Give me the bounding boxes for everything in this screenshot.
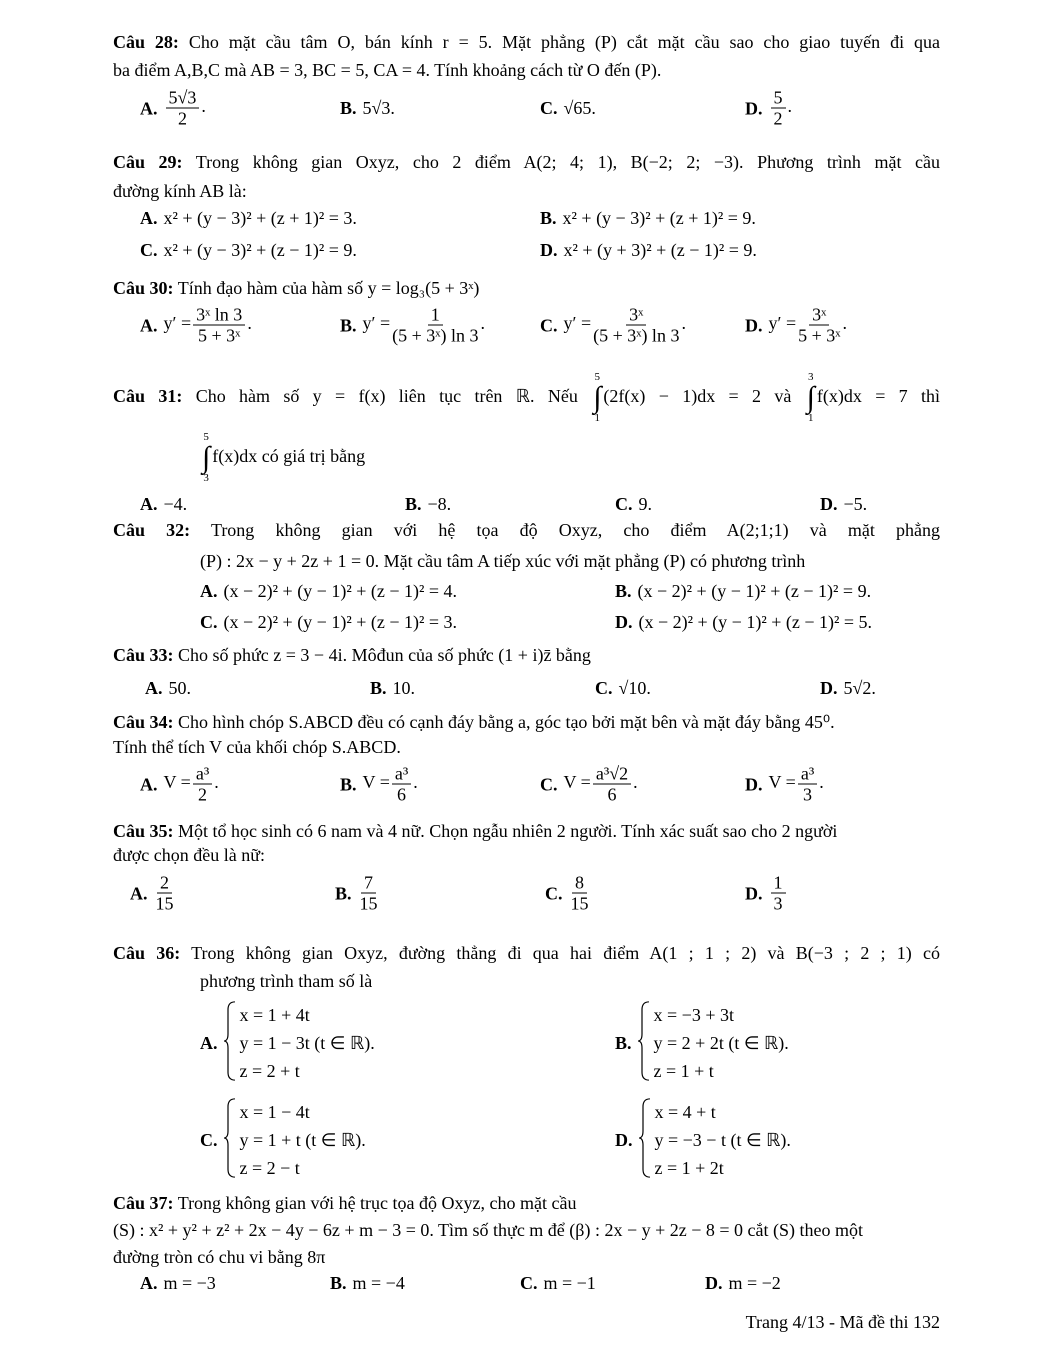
option-label: A. (140, 315, 158, 335)
question-text: ba điểm A,B,C mà AB = 3, BC = 5, CA = 4. Tính khoảng cách từ O đến (P). (113, 60, 662, 80)
option-label: B. (615, 581, 632, 601)
option-label: A. (140, 98, 158, 118)
question-line (113, 1219, 863, 1241)
answer-option-b[interactable] (405, 494, 451, 514)
fraction (798, 765, 817, 804)
fraction (798, 306, 840, 345)
question-number: Câu 32: (113, 520, 191, 540)
question-text: đường kính AB là: (113, 181, 247, 201)
option-text: m = −3 (163, 1273, 216, 1293)
option-label: D. (745, 774, 763, 794)
numerator: a³ (392, 765, 411, 785)
system-equation: z = 1 + 2t (654, 1158, 724, 1178)
option-label: A. (140, 494, 158, 514)
option-label: B. (340, 315, 357, 335)
question-text: Trong không gian với hệ tọa độ Oxyz, cho điểm A(2;1;1) và mặt phẳng (210, 520, 940, 540)
answer-option-b[interactable] (335, 874, 380, 913)
denominator: (5 + 3ˣ) ln 3 (593, 325, 680, 346)
option-label: C. (200, 612, 218, 632)
answer-option-d[interactable] (705, 1273, 781, 1293)
formula-prefix: V = (563, 772, 591, 793)
question-text: được chọn đều là nữ: (113, 845, 265, 865)
option-formula (769, 89, 793, 128)
option-label: D. (745, 883, 763, 903)
numerator: 8 (572, 874, 587, 894)
option-formula (564, 306, 686, 345)
question-line (113, 942, 940, 964)
numerator: 3ˣ (809, 306, 829, 326)
system-rows (240, 1102, 366, 1178)
answer-option-d[interactable] (745, 874, 788, 913)
fraction (360, 874, 378, 913)
option-text: √10. (618, 678, 651, 698)
formula-prefix: V = (362, 772, 390, 793)
option-formula (569, 874, 591, 913)
question-text: Trong không gian Oxyz, đường thẳng đi qua hai điểm A(1 ; 1 ; 2) và B(−3 ; 2 ; 1) có (191, 943, 940, 963)
option-text: (x − 2)² + (y − 1)² + (z − 1)² = 3. (223, 612, 458, 632)
option-formula (363, 306, 485, 345)
formula-prefix: y′ = (362, 313, 391, 334)
question-text: Tính thể tích V của khối chóp S.ABCD. (113, 737, 401, 757)
option-text: 5√3. (362, 98, 395, 118)
answer-option-c[interactable] (200, 612, 457, 632)
answer-option-a[interactable] (140, 208, 357, 228)
option-text: 10. (392, 678, 416, 698)
question-text: Cho số phức z = 3 − 4i. Môđun của số phức (1 + i)z̄ bằng (178, 645, 591, 665)
question-line (113, 519, 940, 541)
system-equation: x = 4 + t (654, 1102, 716, 1122)
option-label: B. (335, 883, 352, 903)
option-label: D. (615, 1130, 633, 1150)
formula-suffix: . (842, 313, 847, 334)
formula-suffix: . (787, 96, 792, 117)
question-number: Câu 36: (113, 943, 181, 963)
fraction (193, 306, 245, 345)
question-line (113, 180, 247, 202)
answer-option-c[interactable] (140, 240, 357, 260)
option-text: x² + (y − 3)² + (z + 1)² = 9. (562, 208, 756, 228)
answer-option-d[interactable] (820, 678, 876, 698)
option-label: A. (130, 883, 148, 903)
option-label: C. (615, 494, 633, 514)
system-equation: y = −3 − t (t ∈ ℝ). (654, 1130, 791, 1150)
fraction (193, 765, 212, 804)
option-label: A. (140, 208, 158, 228)
equation-system (639, 1098, 791, 1182)
fraction (771, 874, 786, 913)
numerator: 1 (771, 874, 786, 894)
system-equation: y = 1 − 3t (t ∈ ℝ). (239, 1033, 375, 1053)
page-footer: Trang 4/13 - Mã đề thi 132 (745, 1312, 940, 1332)
option-label: B. (370, 678, 387, 698)
question-line (113, 844, 265, 866)
denominator: 6 (607, 784, 617, 805)
integral-sign-icon: ∫ (593, 381, 602, 414)
question-text: (P) : 2x − y + 2z + 1 = 0. Mặt cầu tâm A tiếp xúc với mặt phẳng (P) có phương trình (200, 551, 806, 571)
question-text: Một tổ học sinh có 6 nam và 4 nữ. Chọn ngẫu nhiên 2 người. Tính xác suất sao cho 2 người (178, 821, 838, 841)
numerator: 5 (771, 89, 786, 109)
question-text: Trong không gian Oxyz, cho 2 điểm A(2; 4; 1), B(−2; 2; −3). Phương trình mặt cầu (195, 152, 940, 172)
answer-option-a[interactable] (140, 494, 187, 514)
fraction (166, 89, 200, 128)
system-equation: y = 1 + t (t ∈ ℝ). (239, 1130, 366, 1150)
question-line (113, 644, 591, 666)
numerator: 3ˣ ln 3 (193, 306, 245, 326)
denominator: 5 + 3ˣ (198, 325, 241, 346)
integral (807, 372, 815, 424)
option-label: A. (140, 774, 158, 794)
question-text: (2f(x) − 1)dx = 2 và (603, 386, 805, 407)
answer-option-c[interactable] (520, 1273, 596, 1293)
answer-option-d[interactable] (745, 306, 847, 345)
integral-lower-limit: 3 (203, 472, 209, 484)
formula-prefix: V = (768, 772, 796, 793)
option-label: D. (540, 240, 558, 260)
system-equation: z = 2 + t (239, 1061, 300, 1081)
option-label: C. (545, 883, 563, 903)
answer-option-c[interactable] (540, 765, 638, 804)
denominator: 15 (570, 893, 589, 914)
formula-suffix: . (480, 313, 485, 334)
question-number: Câu 31: (113, 386, 183, 407)
denominator: 15 (155, 893, 174, 914)
question-number: Câu 34: (113, 712, 174, 732)
option-formula (769, 874, 788, 913)
answer-option-b[interactable] (330, 1273, 405, 1293)
option-text: m = −4 (352, 1273, 405, 1293)
option-label: A. (145, 678, 163, 698)
question-text: đường tròn có chu vi bằng 8π (113, 1247, 326, 1267)
option-text: 50. (168, 678, 191, 698)
answer-option-d[interactable] (615, 1098, 791, 1182)
option-text: (x − 2)² + (y − 1)² + (z − 1)² = 4. (223, 581, 458, 601)
fraction (771, 89, 786, 128)
option-formula (164, 306, 252, 345)
question-number: Câu 37: (113, 1193, 174, 1213)
option-label: A. (200, 1033, 218, 1053)
answer-option-b[interactable] (370, 678, 415, 698)
option-label: C. (540, 315, 558, 335)
option-text: (x − 2)² + (y − 1)² + (z − 1)² = 9. (637, 581, 872, 601)
brace-icon (638, 1001, 650, 1085)
system-rows (654, 1005, 789, 1081)
option-label: B. (340, 774, 357, 794)
integral (202, 432, 210, 484)
option-text: (x − 2)² + (y − 1)² + (z − 1)² = 5. (638, 612, 873, 632)
fraction (593, 765, 631, 804)
system-equation: x = −3 + 3t (653, 1005, 734, 1025)
integral-sign-icon: ∫ (806, 381, 815, 414)
option-text: x² + (y − 3)² + (z − 1)² = 9. (163, 240, 357, 260)
answer-option-d[interactable] (745, 89, 792, 128)
question-number: Câu 29: (113, 152, 183, 172)
option-formula (769, 765, 824, 804)
answer-option-c[interactable] (545, 874, 591, 913)
formula-suffix: . (413, 772, 418, 793)
question-line (113, 31, 940, 53)
question-line (113, 277, 479, 299)
question-text: Trong không gian với hệ trục tọa độ Oxyz, cho mặt cầu (177, 1193, 577, 1213)
system-equation: z = 1 + t (653, 1061, 714, 1081)
question-line (113, 1246, 325, 1268)
question-line (113, 59, 661, 81)
question-line (113, 372, 940, 424)
option-label: B. (405, 494, 422, 514)
question-text: f(x)dx = 7 thì (816, 386, 941, 407)
question-line (200, 550, 805, 572)
answer-option-b[interactable] (615, 1001, 789, 1085)
numerator: 5√3 (166, 89, 200, 109)
formula-prefix: V = (163, 772, 191, 793)
integral-lower-limit: 1 (594, 412, 601, 424)
system-equation: x = 1 + 4t (239, 1005, 310, 1025)
answer-option-d[interactable] (540, 240, 757, 260)
option-text: x² + (y + 3)² + (z − 1)² = 9. (563, 240, 757, 260)
question-number: Câu 30: (113, 278, 174, 298)
answer-option-a[interactable] (200, 581, 457, 601)
integral (593, 372, 601, 424)
option-text: m = −1 (543, 1273, 596, 1293)
question-number: Câu 28: (113, 32, 179, 52)
answer-option-c[interactable] (615, 494, 652, 514)
system-rows (655, 1102, 791, 1178)
question-line (113, 151, 940, 173)
denominator: 2 (177, 108, 187, 129)
denominator: 2 (198, 784, 208, 805)
numerator: 2 (157, 874, 172, 894)
option-label: D. (615, 612, 633, 632)
option-label: B. (540, 208, 557, 228)
equation-system (224, 1001, 375, 1085)
denominator: 15 (359, 893, 378, 914)
answer-option-a[interactable] (200, 1001, 375, 1085)
option-formula (363, 765, 418, 804)
option-text: −8. (427, 494, 452, 514)
integral-lower-limit: 1 (808, 412, 814, 424)
option-label: C. (140, 240, 158, 260)
option-text: 9. (638, 494, 652, 514)
formula-prefix: y′ = (563, 313, 592, 334)
answer-option-c[interactable] (595, 678, 651, 698)
denominator: 3 (773, 893, 783, 914)
question-text: (S) : x² + y² + z² + 2x − 4y − 6z + m − 3 = 0. Tìm số thực m để (β) : 2x − y + 2z − 8 = 0 cắt (S) theo một (113, 1220, 864, 1240)
option-label: B. (615, 1033, 632, 1053)
system-rows (240, 1005, 375, 1081)
answer-option-d[interactable] (745, 765, 824, 804)
formula-suffix: . (819, 772, 824, 793)
formula-prefix: y′ = (768, 313, 797, 334)
option-label: D. (745, 98, 763, 118)
question-line (200, 432, 365, 484)
option-label: B. (330, 1273, 347, 1293)
formula-suffix: . (681, 313, 686, 334)
option-label: A. (140, 1273, 158, 1293)
system-equation: x = 1 − 4t (239, 1102, 310, 1122)
option-label: D. (820, 494, 838, 514)
denominator: (5 + 3ˣ) ln 3 (392, 325, 479, 346)
answer-option-b[interactable] (340, 306, 485, 345)
option-formula (564, 765, 638, 804)
answer-option-d[interactable] (820, 494, 867, 514)
option-formula (154, 874, 176, 913)
option-formula (164, 765, 219, 804)
option-label: C. (595, 678, 613, 698)
question-line (113, 711, 835, 733)
brace-icon (224, 1098, 236, 1182)
numerator: 7 (361, 874, 376, 894)
answer-option-a[interactable] (145, 678, 191, 698)
numerator: a³ (798, 765, 817, 785)
question-line (113, 1192, 576, 1214)
formula-suffix: . (247, 313, 252, 334)
option-formula (164, 89, 206, 128)
option-text: −4. (163, 494, 188, 514)
brace-icon (639, 1098, 651, 1182)
answer-option-c[interactable] (200, 1098, 366, 1182)
question-number: Câu 35: (113, 821, 174, 841)
answer-option-b[interactable] (540, 208, 756, 228)
fraction (593, 306, 679, 345)
question-line (113, 736, 401, 758)
denominator: 2 (773, 108, 783, 129)
integral-sign-icon: ∫ (202, 441, 211, 474)
question-line (200, 970, 372, 992)
integral-upper-limit: 5 (203, 431, 209, 443)
formula-suffix: . (214, 772, 219, 793)
option-label: C. (520, 1273, 538, 1293)
option-formula (358, 874, 380, 913)
answer-option-c[interactable] (540, 306, 686, 345)
answer-option-a[interactable] (130, 874, 176, 913)
fraction (392, 765, 411, 804)
answer-option-d[interactable] (615, 612, 872, 632)
numerator: 3ˣ (626, 306, 646, 326)
option-text: −5. (843, 494, 868, 514)
option-label: A. (200, 581, 218, 601)
integral-upper-limit: 3 (808, 371, 814, 383)
question-text: Cho mặt cầu tâm O, bán kính r = 5. Mặt phẳng (P) cắt mặt cầu sao cho giao tuyến đi qua (188, 32, 940, 52)
answer-option-a[interactable] (140, 1273, 216, 1293)
option-label: B. (340, 98, 357, 118)
answer-option-c[interactable] (540, 98, 596, 118)
answer-option-a[interactable] (140, 89, 206, 128)
option-text: √65. (563, 98, 596, 118)
option-text: x² + (y − 3)² + (z + 1)² = 3. (163, 208, 357, 228)
option-text: 5√2. (843, 678, 876, 698)
answer-option-b[interactable] (340, 765, 418, 804)
denominator: 3 (803, 784, 813, 805)
denominator: 5 + 3ˣ (798, 325, 841, 346)
system-equation: y = 2 + 2t (t ∈ ℝ). (653, 1033, 789, 1053)
option-label: D. (820, 678, 838, 698)
numerator: a³√2 (593, 765, 631, 785)
equation-system (638, 1001, 789, 1085)
question-text: Cho hình chóp S.ABCD đều có cạnh đáy bằng a, góc tạo bởi mặt bên và mặt đáy bằng 45⁰. (178, 712, 835, 732)
answer-option-a[interactable] (140, 306, 252, 345)
formula-prefix: y′ = (163, 313, 192, 334)
answer-option-b[interactable] (615, 581, 871, 601)
system-equation: z = 2 − t (239, 1158, 300, 1178)
option-text: m = −2 (728, 1273, 781, 1293)
option-formula (769, 306, 847, 345)
option-label: C. (540, 774, 558, 794)
option-label: D. (705, 1273, 723, 1293)
fraction (571, 874, 589, 913)
option-label: C. (540, 98, 558, 118)
numerator: a³ (193, 765, 212, 785)
answer-option-a[interactable] (140, 765, 219, 804)
fraction (392, 306, 478, 345)
formula-suffix: . (201, 96, 206, 117)
option-label: D. (745, 315, 763, 335)
question-text: phương trình tham số là (200, 971, 373, 991)
question-number: Câu 33: (113, 645, 174, 665)
question-text: Tính đạo hàm của hàm số y = log₃(5 + 3ˣ) (177, 278, 480, 298)
numerator: 1 (428, 306, 443, 326)
denominator: 6 (397, 784, 407, 805)
fraction (156, 874, 174, 913)
formula-suffix: . (633, 772, 638, 793)
integral-upper-limit: 5 (594, 371, 601, 383)
equation-system (224, 1098, 366, 1182)
question-line (113, 820, 837, 842)
option-label: C. (200, 1130, 218, 1150)
question-text: f(x)dx có giá trị bằng (212, 446, 366, 467)
answer-option-b[interactable] (340, 98, 395, 118)
brace-icon (224, 1001, 236, 1085)
question-text: Cho hàm số y = f(x) liên tục trên ℝ. Nếu (195, 386, 592, 407)
